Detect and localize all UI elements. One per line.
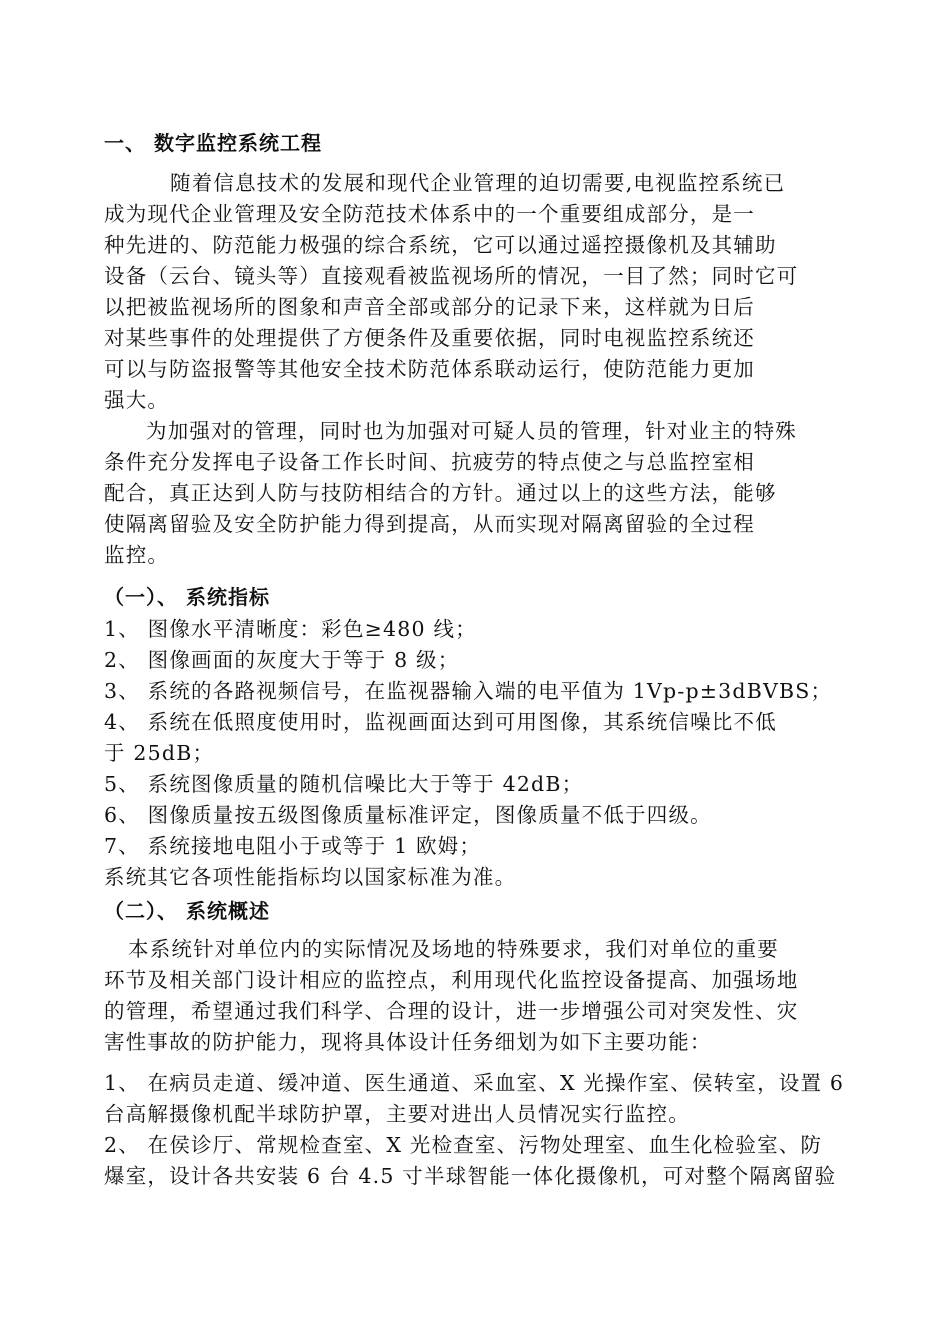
para2-line-3: 配合，真正达到人防与技防相结合的方针。通过以上的这些方法，能够 xyxy=(104,481,777,505)
overview-line-4: 害性事故的防护能力，现将具体设计任务细划为如下主要功能： xyxy=(104,1030,712,1054)
intro-line-4: 设备（云台、镜头等）直接观看被监视场所的情况，一目了然；同时它可 xyxy=(104,264,799,288)
overview-line-2: 环节及相关部门设计相应的监控点，利用现代化监控设备提高、加强场地 xyxy=(104,968,799,992)
indicator-line-2: 2、 图像画面的灰度大于等于 8 级； xyxy=(104,648,460,672)
intro-line-6: 对某些事件的处理提供了方便条件及重要依据，同时电视监控系统还 xyxy=(104,326,755,350)
section-title-monitoring-project: 一、 数字监控系统工程 xyxy=(104,131,322,155)
section-title-system-indicators: （一）、 系统指标 xyxy=(104,585,270,609)
intro-line-7: 可以与防盗报警等其他安全技术防范体系联动运行，使防范能力更加 xyxy=(104,357,755,381)
para2-line-4: 使隔离留验及安全防护能力得到提高，从而实现对隔离留验的全过程 xyxy=(104,512,755,536)
intro-line-1: 随着信息技术的发展和现代企业管理的迫切需要,电视监控系统已 xyxy=(170,171,786,195)
indicator-line-8: 7、 系统接地电阻小于或等于 1 欧姆； xyxy=(104,834,482,858)
function-line-2: 台高解摄像机配半球防护罩，主要对进出人员情况实行监控。 xyxy=(104,1102,690,1126)
intro-line-2: 成为现代企业管理及安全防范技术体系中的一个重要组成部分，是一 xyxy=(104,202,755,226)
para2-line-5: 监控。 xyxy=(104,543,170,567)
overview-line-1: 本系统针对单位内的实际情况及场地的特殊要求，我们对单位的重要 xyxy=(128,937,779,961)
function-line-4: 爆室，设计各共安装 6 台 4.5 寸半球智能一体化摄像机，可对整个隔离留验 xyxy=(104,1164,837,1188)
para2-line-2: 条件充分发挥电子设备工作长时间、抗疲劳的特点使之与总监控室相 xyxy=(104,450,755,474)
indicator-line-4: 4、 系统在低照度使用时，监视画面达到可用图像，其系统信噪比不低 xyxy=(104,710,777,734)
indicator-line-9: 系统其它各项性能指标均以国家标准为准。 xyxy=(104,865,517,889)
indicator-line-7: 6、 图像质量按五级图像质量标准评定，图像质量不低于四级。 xyxy=(104,803,712,827)
para2-line-1: 为加强对的管理，同时也为加强对可疑人员的管理，针对业主的特殊 xyxy=(146,419,797,443)
overview-line-3: 的管理，希望通过我们科学、合理的设计，进一步增强公司对突发性、灾 xyxy=(104,999,799,1023)
intro-line-3: 种先进的、防范能力极强的综合系统，它可以通过遥控摄像机及其辅助 xyxy=(104,233,777,257)
function-line-3: 2、 在侯诊厅、常规检查室、X 光检查室、污物处理室、血生化检验室、防 xyxy=(104,1133,823,1157)
indicator-line-5: 于 25dB； xyxy=(104,741,215,765)
indicator-line-1: 1、 图像水平清晰度：彩色≥480 线； xyxy=(104,617,477,641)
section-title-system-overview: （二）、 系统概述 xyxy=(104,899,270,923)
intro-line-5: 以把被监视场所的图象和声音全部或部分的记录下来，这样就为日后 xyxy=(104,295,755,319)
indicator-line-3: 3、 系统的各路视频信号，在监视器输入端的电平值为 1Vp-p±3dBVBS； xyxy=(104,679,833,703)
indicator-line-6: 5、 系统图像质量的随机信噪比大于等于 42dB； xyxy=(104,772,584,796)
function-line-1: 1、 在病员走道、缓冲道、医生通道、采血室、X 光操作室、侯转室，设置 6 xyxy=(104,1071,845,1095)
intro-line-8: 强大。 xyxy=(104,388,170,412)
